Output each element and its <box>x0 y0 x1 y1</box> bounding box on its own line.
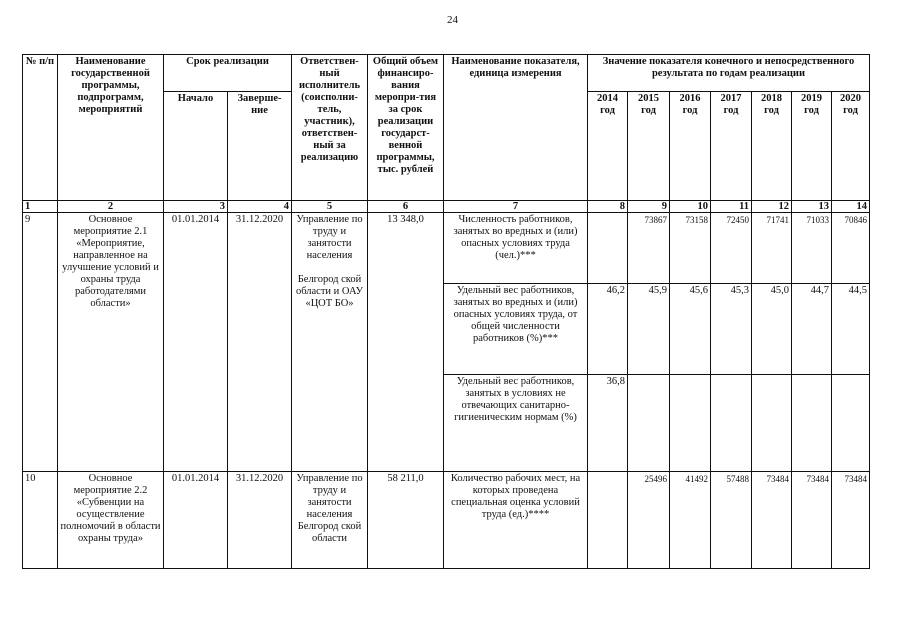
header-period: Срок реализации <box>164 55 292 92</box>
row-start: 01.01.2014 <box>164 213 228 472</box>
indicator-value: 45,3 <box>711 284 752 375</box>
indicator-value <box>711 375 752 472</box>
column-number: 13 <box>792 201 832 213</box>
indicator-value <box>752 375 792 472</box>
header-row-1 <box>23 55 870 92</box>
indicator-value <box>588 472 628 569</box>
indicator-value <box>832 375 870 472</box>
indicator-name: Удельный вес работников, занятых во вредных и (или) опасных условиях труда, от общей численности работников (%)*** <box>444 284 588 375</box>
indicator-value: 73158 <box>670 213 711 284</box>
header-start: Начало <box>164 92 228 201</box>
indicator-value: 73484 <box>792 472 832 569</box>
indicator-value: 44,5 <box>832 284 870 375</box>
indicator-value: 70846 <box>832 213 870 284</box>
indicator-name: Численность работников, занятых во вредных и (или) опасных условиях труда (чел.)*** <box>444 213 588 284</box>
indicator-value: 73484 <box>752 472 792 569</box>
indicator-value: 71741 <box>752 213 792 284</box>
indicator-name: Удельный вес работников, занятых в условиях не отвечающих санитарно-гигиеническим нормам (%) <box>444 375 588 472</box>
header-year: 2018 год <box>752 92 792 201</box>
indicator-value: 41492 <box>670 472 711 569</box>
indicator-value: 72450 <box>711 213 752 284</box>
indicator-value: 45,0 <box>752 284 792 375</box>
row-program-name: Основное мероприятие 2.2 «Субвенции на осуществление полномочий в области охраны труда» <box>58 472 164 569</box>
column-number: 7 <box>444 201 588 213</box>
header-values: Значение показателя конечного и непосредственного результата по годам реализации <box>588 55 870 92</box>
header-year: 2019 год <box>792 92 832 201</box>
indicator-value: 73484 <box>832 472 870 569</box>
column-number: 2 <box>58 201 164 213</box>
header-year: 2020 год <box>832 92 870 201</box>
page-number: 24 <box>447 14 458 26</box>
row-start: 01.01.2014 <box>164 472 228 569</box>
column-number: 9 <box>628 201 670 213</box>
row-funding: 13 348,0 <box>368 213 444 472</box>
column-number: 3 <box>164 201 228 213</box>
indicator-value <box>670 375 711 472</box>
column-number: 14 <box>832 201 870 213</box>
header-funding: Общий объем финансиро-вания меропри-тия за срок реализации государст-венной программы, тыс. рублей <box>368 55 444 201</box>
row-end: 31.12.2020 <box>228 213 292 472</box>
indicator-value: 71033 <box>792 213 832 284</box>
header-year: 2015 год <box>628 92 670 201</box>
table-row <box>23 213 870 284</box>
header-year: 2014 год <box>588 92 628 201</box>
indicator-value: 45,6 <box>670 284 711 375</box>
table-row <box>23 472 870 569</box>
indicator-value: 57488 <box>711 472 752 569</box>
header-year: 2016 год <box>670 92 711 201</box>
indicator-value: 44,7 <box>792 284 832 375</box>
row-responsible: Управление по труду и занятости населения Белгород ской области и ОАУ «ЦОТ БО» <box>292 213 368 472</box>
row-responsible: Управление по труду и занятости населения Белгород ской области <box>292 472 368 569</box>
header-year: 2017 год <box>711 92 752 201</box>
indicator-value: 36,8 <box>588 375 628 472</box>
column-number: 12 <box>752 201 792 213</box>
indicator-value <box>628 375 670 472</box>
header-responsible: Ответствен-ный исполнитель (соисполни-тель, участник), ответствен-ный за реализацию <box>292 55 368 201</box>
column-number: 10 <box>670 201 711 213</box>
indicator-name: Количество рабочих мест, на которых проведена специальная оценка условий труда (ед.)**** <box>444 472 588 569</box>
indicator-value: 25496 <box>628 472 670 569</box>
row-num: 9 <box>23 213 58 472</box>
indicator-value: 73867 <box>628 213 670 284</box>
header-num: № п/п <box>23 55 58 201</box>
row-num: 10 <box>23 472 58 569</box>
column-number: 5 <box>292 201 368 213</box>
indicator-value: 45,9 <box>628 284 670 375</box>
column-number: 11 <box>711 201 752 213</box>
column-number: 4 <box>228 201 292 213</box>
header-program-name: Наименование государственной программы, подпрограмм, мероприятий <box>58 55 164 201</box>
header-indicator: Наименование показателя, единица измерения <box>444 55 588 201</box>
row-program-name: Основное мероприятие 2.1 «Мероприятие, направленное на улучшение условий и охраны труда работодателями области» <box>58 213 164 472</box>
row-funding: 58 211,0 <box>368 472 444 569</box>
program-table <box>22 54 870 569</box>
indicator-value <box>792 375 832 472</box>
indicator-value: 46,2 <box>588 284 628 375</box>
indicator-value <box>588 213 628 284</box>
column-number: 8 <box>588 201 628 213</box>
column-numbers-row <box>23 201 870 213</box>
column-number: 1 <box>23 201 58 213</box>
column-number: 6 <box>368 201 444 213</box>
header-end: Заверше-ние <box>228 92 292 201</box>
row-end: 31.12.2020 <box>228 472 292 569</box>
